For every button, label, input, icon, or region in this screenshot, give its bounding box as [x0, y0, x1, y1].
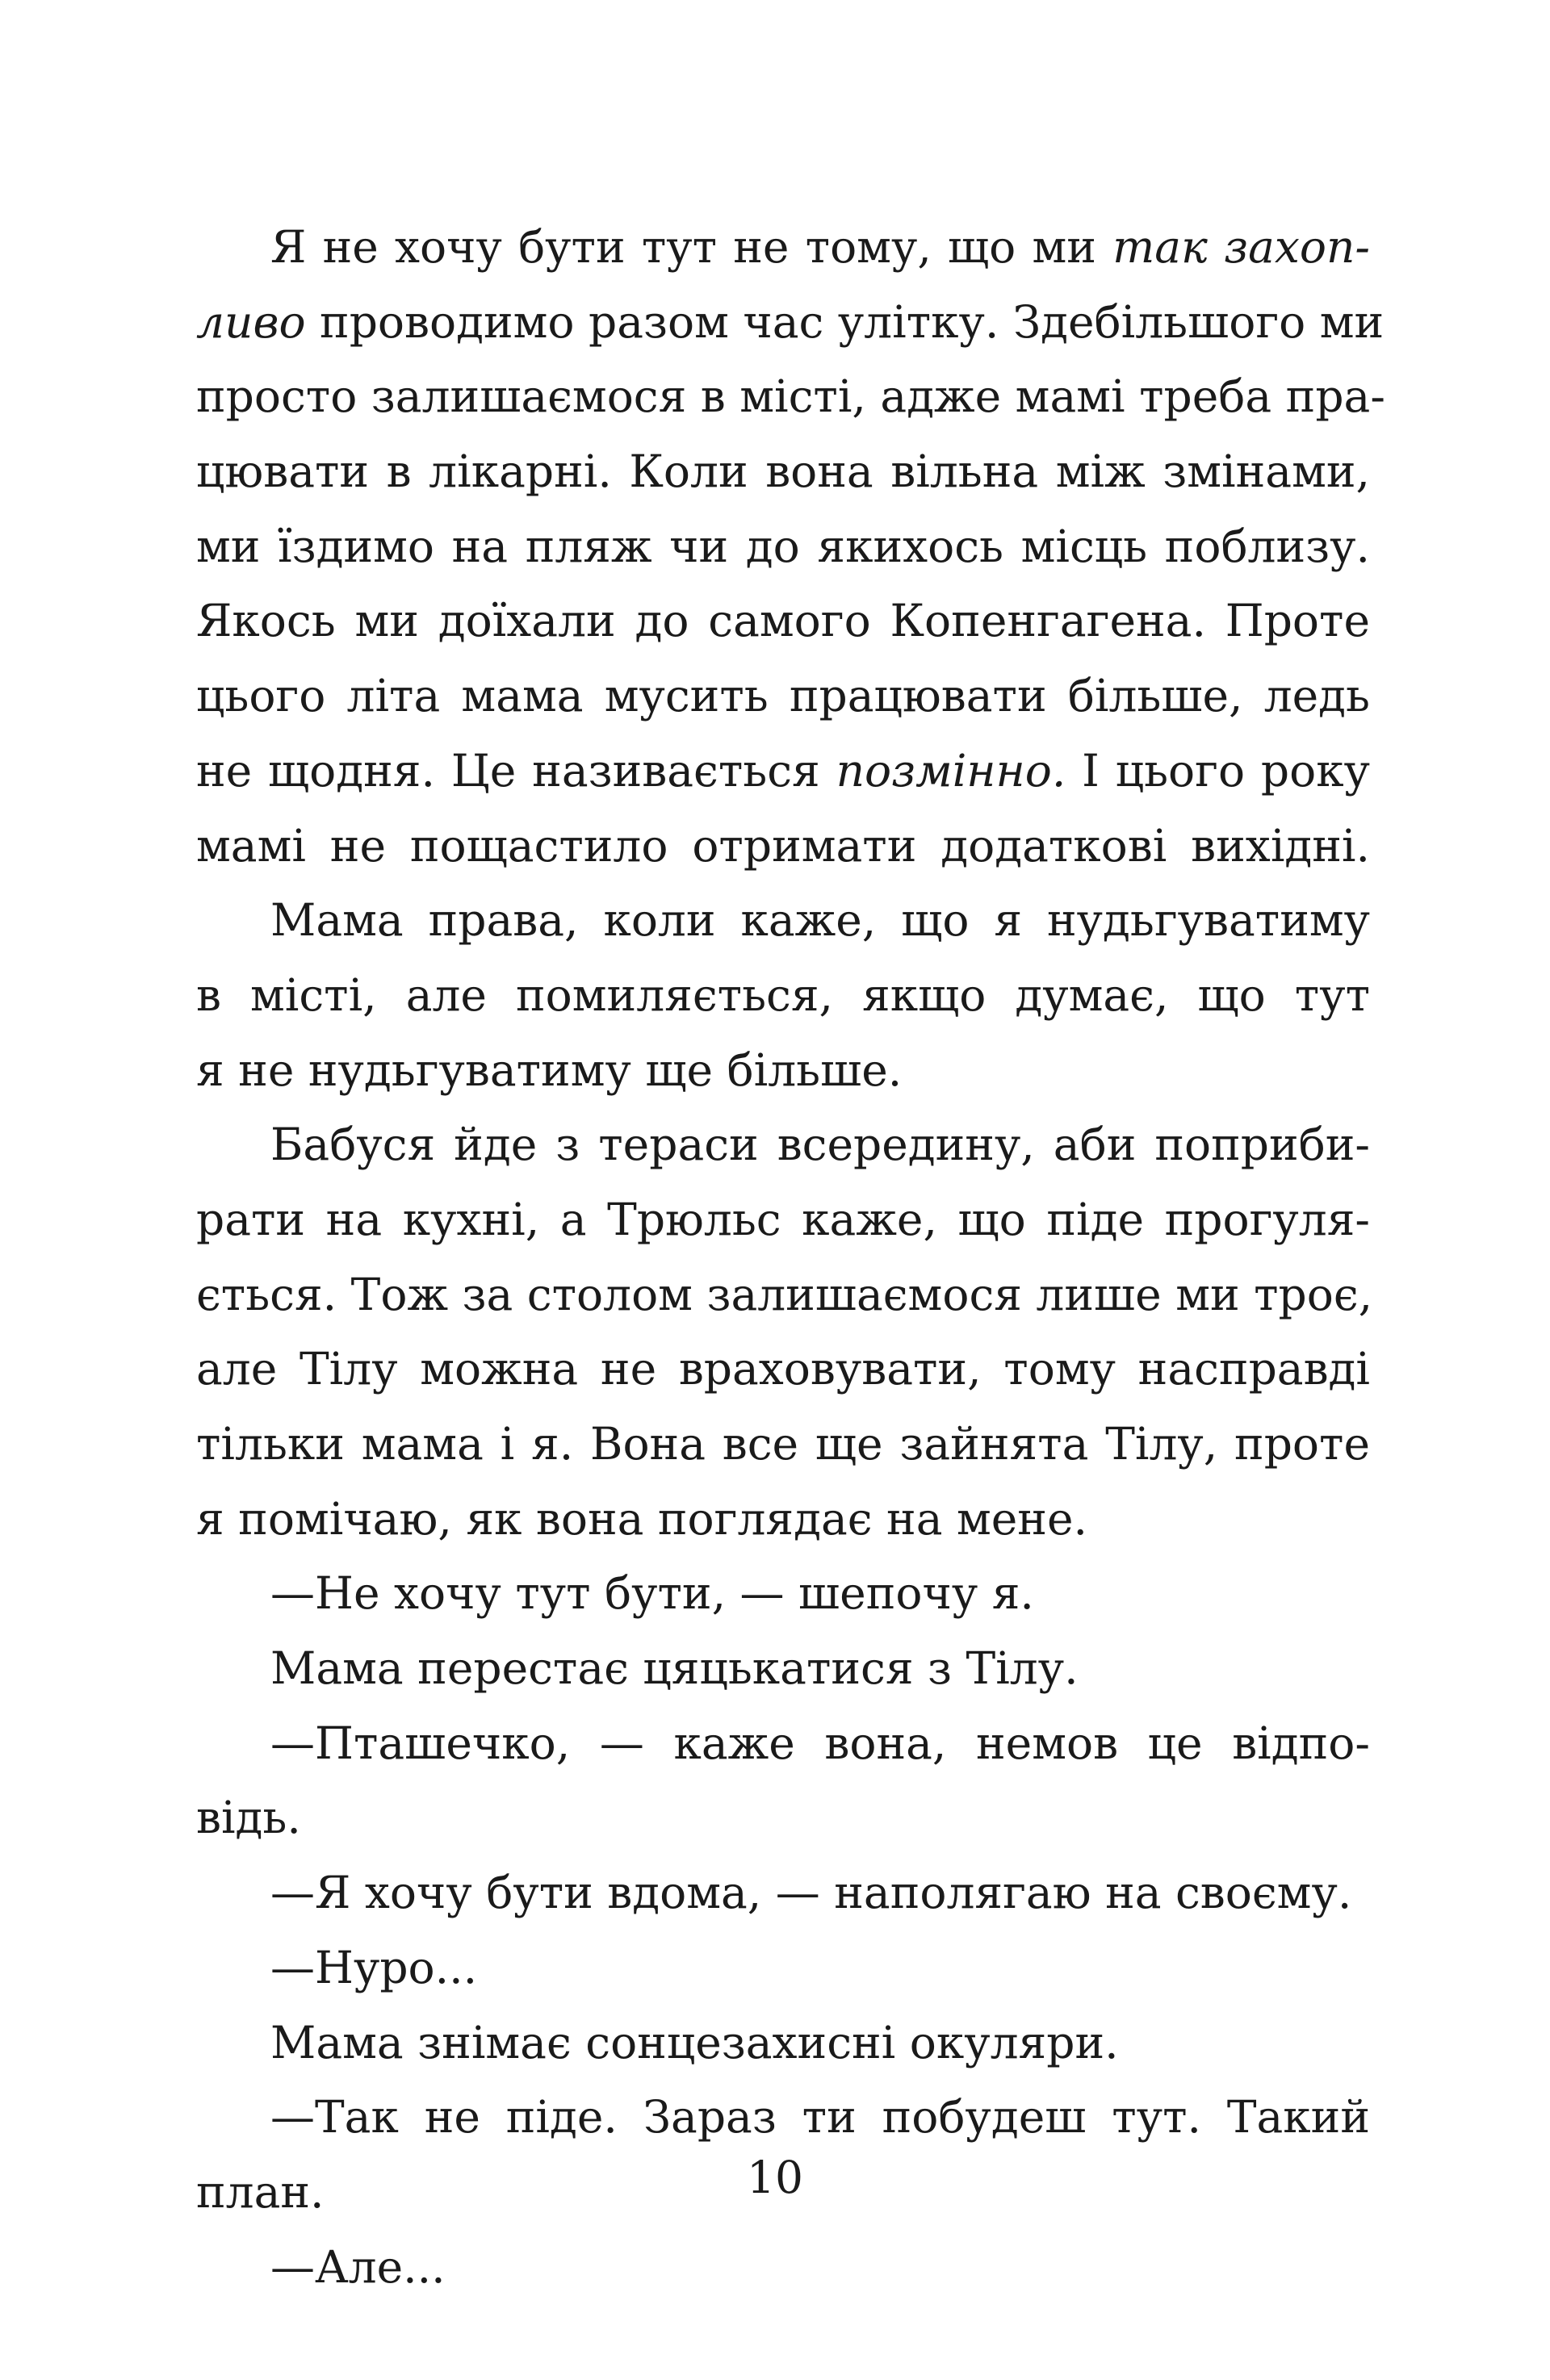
dialogue-line: —Я хочу бути вдома, — наполягаю на своєму.: [270, 1867, 1352, 1919]
text-line: мамі не пощастило отримати додаткові вихідні.: [196, 819, 1370, 872]
dialogue-line: —Не хочу тут бути, — шепочу я.: [270, 1567, 1034, 1620]
text-line: Мама права, коли каже, що я нудьгуватиму: [270, 894, 1370, 947]
text-line: цювати в лікарні. Коли вона вільна між змінами,: [196, 445, 1370, 498]
dialogue-line: —Нуро...: [270, 1941, 478, 1993]
text-line: Я не хочу бути тут не тому, що ми так захоп-: [270, 221, 1371, 273]
dialogue-line: —Але...: [270, 2240, 446, 2293]
text-line: план.: [196, 2165, 325, 2218]
text-line: Якось ми доїхали до самого Копенгагена. Проте: [196, 595, 1370, 647]
text-line: рати на кухні, а Трюльс каже, що піде прогуля-: [196, 1193, 1370, 1245]
dialogue-line: —Так не піде. Зараз ти побудеш тут. Такий: [270, 2091, 1370, 2144]
text-line: ливо проводимо разом час улітку. Здебільшого ми: [196, 295, 1385, 348]
text-line: Мама перестає цяцькатися з Тілу.: [270, 1642, 1079, 1695]
text-line: Бабуся йде з тераси всередину, аби поприби-: [270, 1119, 1370, 1171]
text-line: відь.: [196, 1792, 301, 1844]
text-line: просто залишаємося в місті, адже мамі треба пра-: [196, 370, 1385, 423]
text-line: тільки мама і я. Вона все ще зайнята Тілу, проте: [196, 1418, 1370, 1470]
text-line: в місті, але помиляється, якщо думає, що тут: [196, 968, 1370, 1021]
text-line: цього літа мама мусить працювати більше, ледь: [196, 670, 1370, 722]
text-line: Мама знімає сонцезахисні окуляри.: [270, 2016, 1119, 2068]
text-line: ми їздимо на пляж чи до якихось місць поблизу.: [196, 520, 1370, 572]
page-number: 10: [747, 2152, 803, 2203]
text-line: не щодня. Це називається позмінно. І цього року: [196, 744, 1370, 797]
dialogue-line: —Пташечко, — каже вона, немов це відпо-: [270, 1717, 1370, 1769]
body-text: [196, 210, 1385, 2304]
text-line: я помічаю, як вона поглядає на мене.: [196, 1492, 1088, 1545]
text-line: я не нудьгуватиму ще більше.: [196, 1044, 903, 1096]
text-line: але Тілу можна не враховувати, тому насправді: [196, 1343, 1370, 1395]
text-line: ється. Тож за столом залишаємося лише ми троє,: [196, 1268, 1373, 1320]
